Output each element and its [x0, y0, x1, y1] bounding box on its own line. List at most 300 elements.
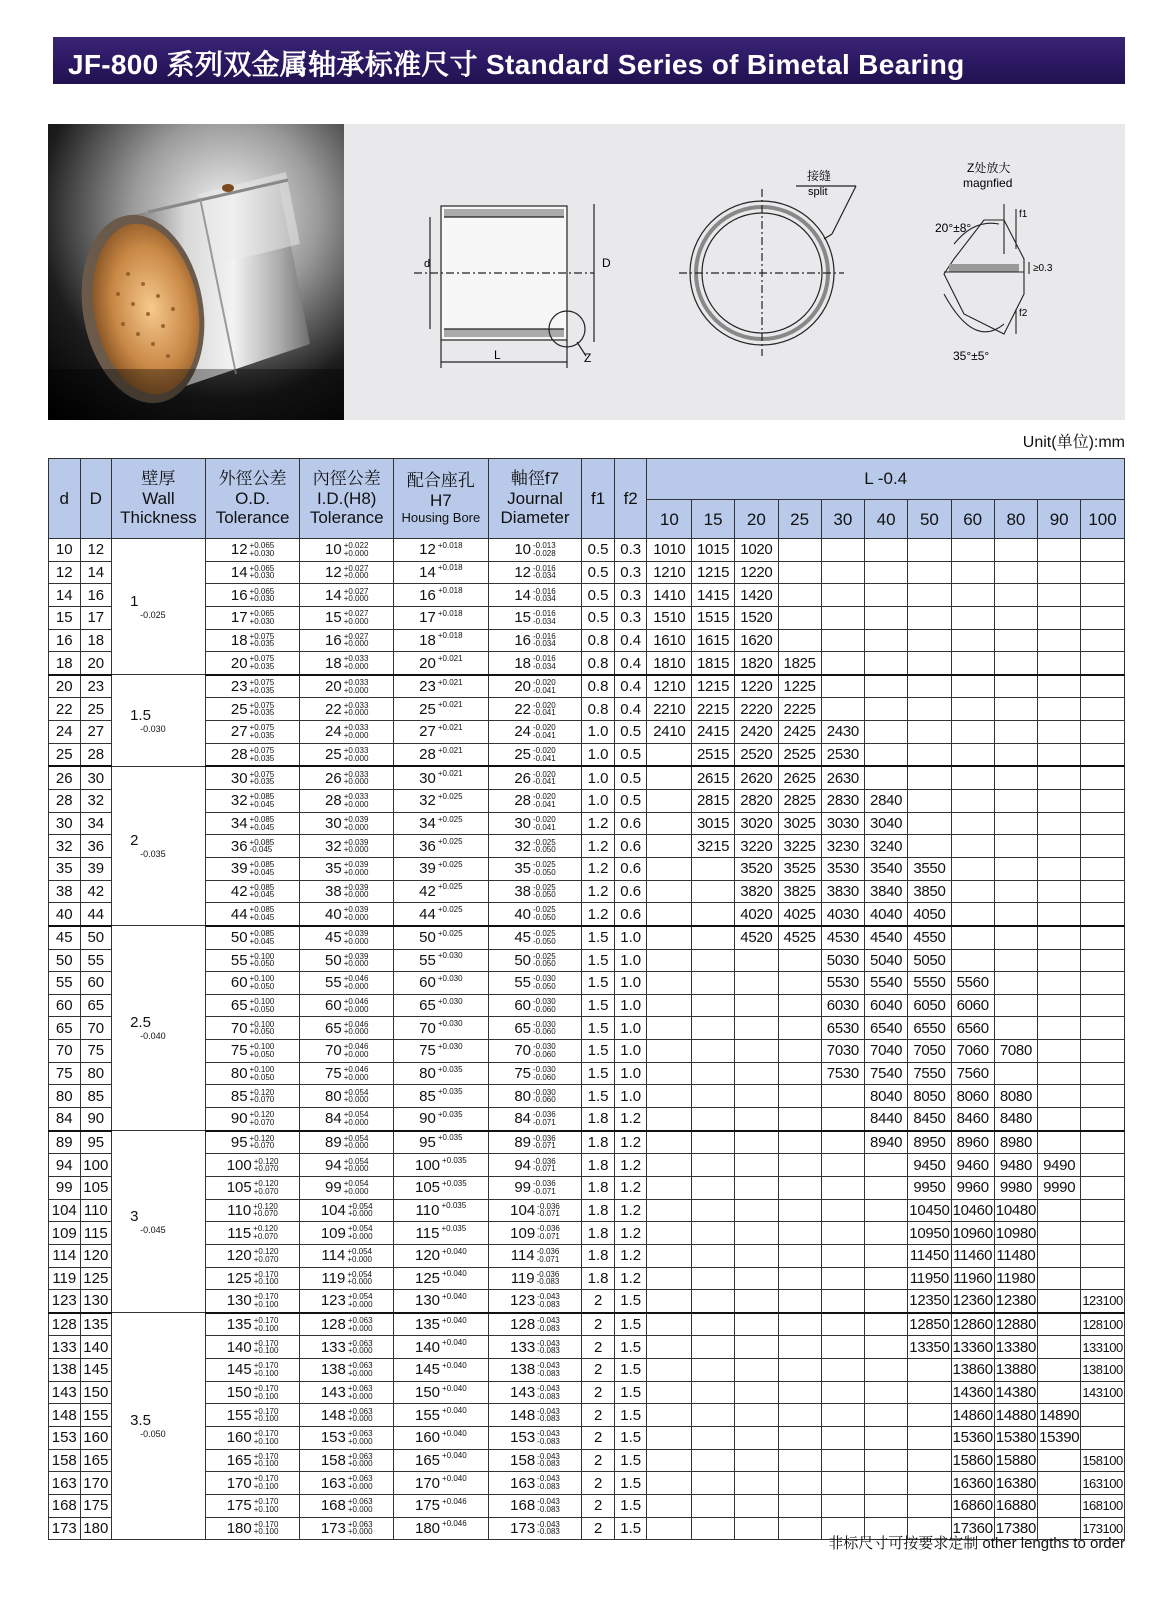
cell-journal-upper: -0.030	[533, 1087, 556, 1097]
bearing-ring-view	[679, 186, 856, 356]
cell-d: 24	[49, 721, 81, 744]
cell-journal-upper: -0.025	[533, 882, 556, 892]
cell-L-100	[1081, 652, 1125, 675]
cell-journal-base: 45	[514, 929, 531, 947]
cell-housing-base: 130	[414, 1292, 441, 1310]
cell-d: 30	[49, 812, 81, 835]
cell-journal-base: 138	[510, 1361, 536, 1379]
cell-journal-tol	[514, 542, 555, 557]
wall-tolerance: -0.040	[140, 1031, 166, 1042]
cell-L-90	[1038, 652, 1081, 675]
cell-journal-base: 109	[510, 1224, 536, 1242]
cell-housing-tol	[419, 724, 462, 739]
cell-od-deviations	[254, 1521, 279, 1536]
cell-housing-upper: +0.025	[437, 837, 463, 847]
cell-journal-deviations	[533, 610, 556, 625]
cell-L-80	[994, 857, 1038, 880]
cell-L-10	[647, 1154, 692, 1177]
cell-L-50: 5550	[908, 972, 952, 995]
table-row	[49, 857, 1125, 880]
cell-f1: 1.5	[582, 1040, 615, 1063]
cell-id	[300, 743, 394, 766]
cell-id-deviations	[348, 1498, 373, 1513]
cell-L-90	[1038, 835, 1081, 858]
cell-L-25	[778, 1404, 821, 1427]
cell-od	[205, 1131, 300, 1154]
cell-journal-upper: -0.020	[533, 769, 556, 779]
cell-L-25: 4525	[778, 926, 821, 949]
cell-L-80: 16880	[994, 1494, 1038, 1517]
cell-housing-tol	[419, 793, 462, 808]
cell-id-base: 22	[325, 700, 342, 718]
cell-journal-lower: -0.083	[537, 1368, 560, 1378]
cell-L-10: 1210	[647, 561, 692, 584]
cell-od	[205, 926, 300, 949]
cell-od-upper: +0.170	[253, 1519, 279, 1529]
cell-journal	[488, 1404, 582, 1427]
cell-id-upper: +0.039	[343, 860, 369, 870]
cell-L-90	[1038, 994, 1081, 1017]
cell-L-20: 4520	[734, 926, 778, 949]
cell-L-20	[734, 1199, 778, 1222]
cell-L-90	[1038, 561, 1081, 584]
cell-housing	[394, 1199, 489, 1222]
cell-od-lower: +0.100	[253, 1323, 279, 1333]
cell-journal	[488, 790, 582, 813]
cell-L-10	[647, 1017, 692, 1040]
cell-L-60	[951, 857, 994, 880]
cell-L-10	[647, 790, 692, 813]
cell-id-upper: +0.054	[343, 1179, 369, 1189]
cell-L-80	[994, 675, 1038, 698]
cell-journal-tol	[514, 724, 555, 739]
cell-L-25	[778, 1381, 821, 1404]
cell-journal-lower: -0.041	[533, 685, 556, 695]
gap-label: ≥0.3	[1033, 263, 1053, 274]
cell-d: 28	[49, 790, 81, 813]
cell-L-40	[865, 1313, 908, 1336]
cell-L-20	[734, 1244, 778, 1267]
cell-housing-tol	[415, 1476, 467, 1491]
cell-L-25	[778, 1244, 821, 1267]
cell-L-15	[692, 1222, 735, 1245]
cell-od-upper: +0.100	[249, 951, 275, 961]
cell-id-base: 168	[320, 1497, 346, 1515]
cell-id-deviations	[344, 771, 369, 786]
cell-od-tol	[231, 747, 274, 762]
cell-housing-base: 115	[415, 1224, 440, 1242]
cell-housing	[394, 743, 489, 766]
cell-id-upper: +0.054	[347, 1269, 373, 1279]
cell-L-60: 7060	[951, 1040, 994, 1063]
cell-housing-tol	[415, 1430, 467, 1445]
cell-housing	[394, 721, 489, 744]
wall-value: 2	[130, 832, 139, 850]
cell-d: 20	[49, 675, 81, 698]
cell-id-deviations	[348, 1408, 373, 1423]
cell-housing	[394, 1062, 489, 1085]
cell-od-deviations	[250, 861, 275, 876]
cell-L-40	[865, 1449, 908, 1472]
cell-journal-tol	[514, 633, 555, 648]
cell-L-25	[778, 972, 821, 995]
cell-journal-deviations	[533, 1180, 556, 1195]
cell-id-deviations	[348, 1203, 373, 1218]
cell-od-upper: +0.170	[253, 1474, 279, 1484]
cell-L-80	[994, 835, 1038, 858]
j-en1: Journal	[507, 488, 563, 508]
cell-L-50	[908, 1449, 952, 1472]
cell-journal-upper: -0.043	[537, 1406, 560, 1416]
cell-od-lower: +0.030	[249, 571, 275, 581]
cell-journal	[488, 857, 582, 880]
cell-L-30	[821, 1359, 865, 1382]
cell-D: 105	[80, 1176, 112, 1199]
cell-id-base: 45	[325, 929, 342, 947]
cell-id	[300, 721, 394, 744]
cell-od-base: 36	[230, 837, 248, 855]
cell-journal	[488, 903, 582, 926]
title-bar	[48, 37, 1125, 84]
cell-id	[300, 539, 394, 562]
cell-housing	[394, 698, 489, 721]
cell-f1: 0.5	[582, 561, 615, 584]
cell-od-tol	[231, 998, 274, 1013]
cell-L-80	[994, 790, 1038, 813]
cell-L-30	[821, 652, 865, 675]
dim-L-label: L	[494, 348, 501, 362]
wall-value: 1.5	[130, 706, 151, 724]
cell-journal-tol	[514, 793, 555, 808]
cell-L-60	[951, 698, 994, 721]
cell-journal-base: 104	[510, 1201, 536, 1219]
cell-od-upper: +0.065	[249, 541, 275, 551]
cell-journal-deviations	[537, 1475, 560, 1490]
cell-f2: 1.2	[614, 1131, 647, 1154]
cell-id-deviations	[344, 884, 369, 899]
cell-L-10	[647, 1359, 692, 1382]
cell-journal-upper: -0.043	[537, 1519, 560, 1529]
cell-f1: 1.2	[582, 835, 615, 858]
page-title: JF-800 系列双金属轴承标准尺寸 Standard Series of Bimetal Bearing	[68, 49, 965, 80]
cell-L-25: 1225	[778, 675, 821, 698]
diagram-drawing	[344, 124, 1125, 420]
cell-journal-tol	[510, 1408, 560, 1423]
cell-L-100	[1081, 629, 1125, 652]
cell-L-15	[692, 1040, 735, 1063]
cell-od-deviations	[250, 610, 275, 625]
cell-L-80	[994, 903, 1038, 926]
cell-L-10: 1810	[647, 652, 692, 675]
cell-od	[205, 1199, 300, 1222]
cell-id-tol	[325, 1135, 368, 1150]
cell-L-100	[1081, 766, 1125, 789]
cell-L-20: 2420	[734, 721, 778, 744]
cell-housing-tol	[415, 1362, 467, 1377]
cell-f1: 1.8	[582, 1244, 615, 1267]
cell-journal-lower: -0.050	[533, 867, 556, 877]
cell-od-upper: +0.100	[249, 1064, 275, 1074]
cell-housing-upper: +0.025	[437, 791, 463, 801]
cell-L-60: 6560	[951, 1017, 994, 1040]
cell-od-lower: +0.070	[253, 1232, 278, 1242]
cell-housing	[394, 857, 489, 880]
cell-od	[205, 1359, 300, 1382]
cell-id-upper: +0.039	[343, 951, 369, 961]
cell-L-90	[1038, 743, 1081, 766]
cell-id-lower: +0.000	[347, 1482, 373, 1492]
cell-id	[300, 1404, 394, 1427]
cell-wall-thickness	[112, 926, 206, 1131]
cell-D: 55	[80, 949, 112, 972]
cell-f2: 1.2	[614, 1244, 647, 1267]
cell-L-10: 2210	[647, 698, 692, 721]
cell-id	[300, 1494, 394, 1517]
cell-id-tol	[325, 655, 368, 670]
cell-L-30	[821, 1494, 865, 1517]
cell-housing-upper: +0.035	[437, 1133, 463, 1143]
cell-L-100	[1081, 1062, 1125, 1085]
table-row	[49, 1244, 1125, 1267]
cell-d: 128	[49, 1313, 81, 1336]
cell-id-tol	[321, 1248, 372, 1263]
id-cn: 內徑公差	[312, 469, 381, 489]
cell-id-tol	[325, 679, 368, 694]
cell-housing-base: 27	[419, 723, 436, 741]
cell-id-tol	[325, 1066, 368, 1081]
cell-id-base: 89	[325, 1133, 342, 1151]
cell-journal-tol	[514, 679, 555, 694]
cell-id-lower: +0.000	[343, 1164, 369, 1174]
wall-value: 2.5	[130, 1014, 151, 1032]
cell-L-50: 3850	[908, 880, 952, 903]
cell-L-80: 12380	[994, 1290, 1038, 1313]
cell-L-90	[1038, 1131, 1081, 1154]
cell-L-90	[1038, 1222, 1081, 1245]
cell-id	[300, 972, 394, 995]
cell-journal-base: 99	[514, 1179, 531, 1197]
cell-L-10	[647, 926, 692, 949]
cell-id-deviations	[344, 1021, 369, 1036]
cell-journal-upper: -0.030	[533, 1064, 556, 1074]
cell-housing-upper: +0.021	[437, 722, 463, 732]
cell-od-upper: +0.120	[253, 1156, 279, 1166]
cell-journal-base: 133	[510, 1338, 536, 1356]
cell-L-50	[908, 1426, 952, 1449]
cell-L-10: 1510	[647, 606, 692, 629]
cell-L-60: 8060	[951, 1085, 994, 1108]
cell-journal-upper: -0.020	[533, 700, 556, 710]
cell-od-base: 32	[230, 792, 248, 810]
cell-od-base: 44	[230, 905, 248, 923]
cell-L-80: 17380	[994, 1517, 1038, 1540]
cell-D: 110	[80, 1199, 112, 1222]
zoom-cn-label: Z处放大	[967, 161, 1011, 175]
cell-L-40	[865, 1472, 908, 1495]
cell-od	[205, 1040, 300, 1063]
cell-L-40	[865, 1222, 908, 1245]
cell-id-lower: +0.000	[343, 1049, 369, 1059]
cell-od-lower: +0.045	[249, 822, 275, 832]
cell-L-100	[1081, 539, 1125, 562]
cell-housing-upper: +0.035	[441, 1201, 467, 1211]
cell-L-30: 4530	[821, 926, 865, 949]
cell-id-base: 148	[320, 1406, 346, 1424]
cell-journal-base: 65	[514, 1019, 531, 1037]
cell-L-90	[1038, 584, 1081, 607]
cell-housing-base: 145	[414, 1361, 441, 1379]
cell-L-40: 6540	[865, 1017, 908, 1040]
cell-d: 80	[49, 1085, 81, 1108]
cell-housing-upper: +0.035	[437, 1087, 463, 1097]
cell-f1: 1.0	[582, 721, 615, 744]
cell-journal-upper: -0.020	[533, 792, 556, 802]
cell-id-base: 104	[320, 1201, 346, 1219]
cell-journal-deviations	[533, 633, 556, 648]
cell-od-upper: +0.085	[249, 860, 275, 870]
cell-f2: 1.0	[614, 972, 647, 995]
dim-D-label: D	[602, 256, 611, 270]
cell-L-25	[778, 584, 821, 607]
unit-label: Unit(单位):mm	[1022, 434, 1125, 451]
cell-L-100	[1081, 926, 1125, 949]
cell-L-80	[994, 972, 1038, 995]
cell-L-50	[908, 1494, 952, 1517]
cell-D: 100	[80, 1154, 112, 1177]
table-row	[49, 903, 1125, 926]
cell-D: 27	[80, 721, 112, 744]
cell-L-90	[1038, 539, 1081, 562]
cell-housing-tol	[415, 1248, 467, 1263]
cell-journal-base: 50	[514, 951, 531, 969]
cell-journal-lower: -0.071	[533, 1186, 556, 1196]
cell-d: 60	[49, 994, 81, 1017]
cell-od-tol	[231, 542, 274, 557]
cell-od-lower: +0.100	[253, 1346, 279, 1356]
table-row	[49, 1222, 1125, 1245]
cell-od-lower: +0.045	[249, 913, 275, 923]
cell-od-deviations	[250, 793, 275, 808]
cell-id-upper: +0.033	[343, 654, 369, 664]
cell-L-50	[908, 698, 952, 721]
cell-journal-upper: -0.036	[537, 1201, 560, 1211]
cell-L-90	[1038, 1244, 1081, 1267]
cell-od	[205, 584, 300, 607]
cell-L-90	[1038, 903, 1081, 926]
cell-L-50	[908, 652, 952, 675]
cell-id-upper: +0.063	[347, 1361, 373, 1371]
cell-id-deviations	[348, 1340, 373, 1355]
cell-L-15	[692, 1404, 735, 1427]
col-journal-header	[488, 459, 582, 539]
cell-housing-tol	[419, 588, 462, 603]
cell-od	[205, 1244, 300, 1267]
cell-od-upper: +0.170	[253, 1429, 279, 1439]
cell-id-tol	[321, 1430, 373, 1445]
cell-L-80	[994, 584, 1038, 607]
cell-L-15	[692, 1108, 735, 1131]
cell-od-base: 28	[230, 746, 248, 764]
cell-housing-base: 42	[419, 882, 436, 900]
cell-od-upper: +0.120	[249, 1133, 275, 1143]
cell-journal	[488, 1290, 582, 1313]
cell-od-lower: +0.050	[249, 1004, 275, 1014]
cell-od-deviations	[254, 1293, 279, 1308]
cell-D: 17	[80, 606, 112, 629]
cell-L-15: 1615	[692, 629, 735, 652]
cell-L-10	[647, 1131, 692, 1154]
cell-id	[300, 1176, 394, 1199]
cell-housing	[394, 949, 489, 972]
cell-id-lower: +0.000	[343, 1072, 369, 1082]
cell-L-90: 9990	[1038, 1176, 1081, 1199]
cell-od-upper: +0.075	[249, 678, 275, 688]
cell-journal-lower: -0.060	[533, 1027, 556, 1037]
cell-journal-base: 12	[514, 563, 531, 581]
table-row	[49, 652, 1125, 675]
cell-journal-deviations	[533, 542, 556, 557]
cell-id-base: 32	[325, 837, 342, 855]
cell-L-90	[1038, 675, 1081, 698]
cell-id-base: 114	[321, 1247, 346, 1265]
cell-f1: 0.8	[582, 675, 615, 698]
cell-journal	[488, 1108, 582, 1131]
cell-id	[300, 1472, 394, 1495]
cell-journal-tol	[510, 1385, 560, 1400]
cell-journal-deviations	[533, 793, 556, 808]
cell-id-deviations	[344, 1089, 369, 1104]
cell-L-40: 3040	[865, 812, 908, 835]
cell-od-upper: +0.075	[249, 631, 275, 641]
cell-od	[205, 972, 300, 995]
cell-journal-upper: -0.043	[537, 1361, 560, 1371]
cell-L-10	[647, 1085, 692, 1108]
cell-journal-base: 26	[514, 769, 531, 787]
cell-id-lower: +0.000	[343, 913, 369, 923]
cell-od-lower: +0.035	[249, 753, 275, 763]
cell-housing-tol	[415, 1158, 467, 1173]
cell-L-10: 2410	[647, 721, 692, 744]
cell-f1: 1.5	[582, 1062, 615, 1085]
cell-od-tol	[227, 1158, 279, 1173]
table-row	[49, 675, 1125, 698]
cell-housing	[394, 606, 489, 629]
cell-journal-tol	[510, 1362, 560, 1377]
cell-journal-tol	[514, 565, 555, 580]
cell-L-90	[1038, 1085, 1081, 1108]
cell-f2: 0.6	[614, 835, 647, 858]
cell-od-lower: +0.050	[249, 1049, 275, 1059]
cell-housing-upper: +0.021	[437, 654, 463, 664]
table-row	[49, 1062, 1125, 1085]
cell-od	[205, 1267, 300, 1290]
cell-journal-upper: -0.013	[533, 541, 556, 551]
cell-od-upper: +0.120	[253, 1179, 279, 1189]
cell-housing-upper: +0.025	[437, 814, 463, 824]
cell-L-40: 2840	[865, 790, 908, 813]
cell-L-20	[734, 1017, 778, 1040]
cell-od-deviations	[254, 1385, 279, 1400]
cell-id-upper: +0.054	[343, 1133, 369, 1143]
cell-id-base: 50	[325, 951, 342, 969]
cell-journal-tol	[510, 1475, 560, 1490]
cell-od-deviations	[250, 884, 275, 899]
cell-L-40	[865, 1359, 908, 1382]
cell-L-80: 9980	[994, 1176, 1038, 1199]
cell-L-10	[647, 1313, 692, 1336]
cell-L-20: 1220	[734, 675, 778, 698]
cell-journal-base: 163	[510, 1474, 536, 1492]
